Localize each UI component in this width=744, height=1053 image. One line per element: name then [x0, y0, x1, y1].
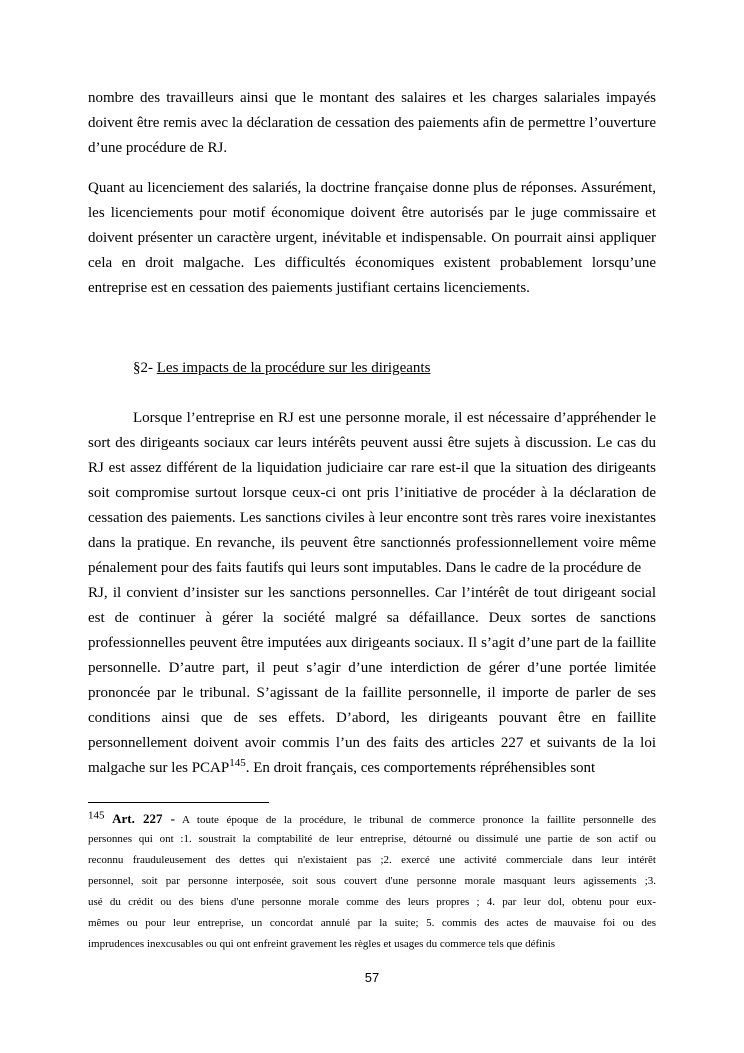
text-line: personnelle. D’autre part, il peut s’agir d’une interdiction de gérer d’une portée limitée	[88, 660, 656, 676]
text-line: RJ est assez différent de la liquidation judiciaire car rare est-il que la situation des dirigeants	[88, 460, 656, 476]
text-line: nombre des travailleurs ainsi que le montant des salaires et les charges salariales impayés	[88, 90, 656, 106]
footnote-line: personnes qui ont :1. soustrait la comptabilité de leur entreprise, détourné ou dissimulé une partie de son actif ou	[88, 833, 656, 845]
text-line: personnellement doivent avoir commis l’un des faits des articles 227 et suivants de la loi	[88, 735, 656, 751]
text-line: dans la pratique. En revanche, ils peuvent être sanctionnés professionnellement voire même	[88, 535, 656, 551]
page-number: 57	[364, 970, 380, 985]
section-number: §2-	[133, 360, 157, 376]
text-line: sort des dirigeants sociaux car leurs intérêts peuvent aussi être sujets à discussion. Le cas du	[88, 435, 656, 451]
text-line: Quant au licenciement des salariés, la doctrine française donne plus de réponses. Assurément,	[88, 180, 656, 196]
paragraph-dismissal	[88, 176, 656, 301]
footnote-line: personnel, soit par personne interposée, soit sous couvert d'une personne morale masquant leurs agissements ;3.	[88, 875, 656, 887]
footnote-line: reconnu frauduleusement des dettes qui n'existaient pas ;2. exercé une activité commerciale dans leur intérêt	[88, 854, 656, 866]
text-line: soit compromise surtout lorsque ceux-ci ont pris l’initiative de procéder à la déclaration de	[88, 485, 656, 501]
text-fragment: A toute époque de la procédure, le tribunal de commerce prononce la faillite personnelle des	[174, 814, 656, 826]
text-line: conditions ainsi que de ses effets. D’abord, les dirigeants pouvant être en faillite	[88, 710, 656, 726]
text-fragment: . En droit français, ces comportements répréhensibles sont	[245, 760, 596, 776]
text-line: est de continuer à gérer la société malgré sa défaillance. Deux sortes de sanctions	[88, 610, 656, 626]
text-line: cessation des paiements. Les sanctions civiles à leur encontre sont très rares voire inexistantes	[88, 510, 656, 526]
text-line: cela en droit malgache. Les difficultés économiques existent probablement lorsqu’une	[88, 255, 656, 271]
footnote-line	[88, 808, 656, 829]
footnote-article-label: Art. 227 -	[112, 811, 175, 826]
text-line: professionnelles peuvent être imputées aux dirigeants sociaux. Il s’agit d’une part de la faillite	[88, 635, 656, 651]
text-line: les licenciements pour motif économique doivent être autorisés par le juge commissaire et	[88, 205, 656, 221]
text-line: d’une procédure de RJ.	[88, 140, 228, 156]
text-line: prononcée par le tribunal. S’agissant de la faillite personnelle, il importe de parler de ses	[88, 685, 656, 701]
text-line: entreprise est en cessation des paiements justifiant certains licenciements.	[88, 280, 530, 296]
footnote-line: usé du crédit ou des biens d'une personne morale comme des leurs propres ; 4. par leur dol, obtenu pour eux-	[88, 896, 656, 908]
text-line: Lorsque l’entreprise en RJ est une personne morale, il est nécessaire d’appréhender le	[133, 410, 656, 426]
text-line: RJ, il convient d’insister sur les sanctions personnelles. Car l’intérêt de tout dirigeant social	[88, 585, 656, 601]
paragraph-workers-declaration	[88, 86, 656, 161]
footnote-separator	[88, 802, 269, 803]
text-line-with-footnote-ref	[88, 756, 656, 781]
text-line: doivent présenter un caractère urgent, inévitable et indispensable. On pourrait ainsi appliquer	[88, 230, 656, 246]
footnote-reference[interactable]: 145	[229, 757, 246, 769]
section-heading	[133, 356, 430, 381]
footnote-number: 145	[88, 809, 105, 822]
text-line: pénalement pour des faits fautifs qui leurs sont imputables. Dans le cadre de la procédure de	[88, 560, 642, 576]
text-line: doivent être remis avec la déclaration de cessation des paiements afin de permettre l’ouverture	[88, 115, 656, 131]
footnote-line: mêmes ou pour leur entreprise, un concordat annulé par la suite; 5. commis des actes de mauvaise foi ou des	[88, 917, 656, 929]
paragraph-directors	[88, 406, 656, 781]
section-title: Les impacts de la procédure sur les dirigeants	[156, 360, 431, 376]
footnote-line: imprudences inexcusables ou qui ont enfreint gravement les règles et usages du commerce tels que définis	[88, 938, 556, 950]
text-fragment: malgache sur les PCAP	[88, 760, 230, 776]
footnote	[88, 808, 656, 955]
